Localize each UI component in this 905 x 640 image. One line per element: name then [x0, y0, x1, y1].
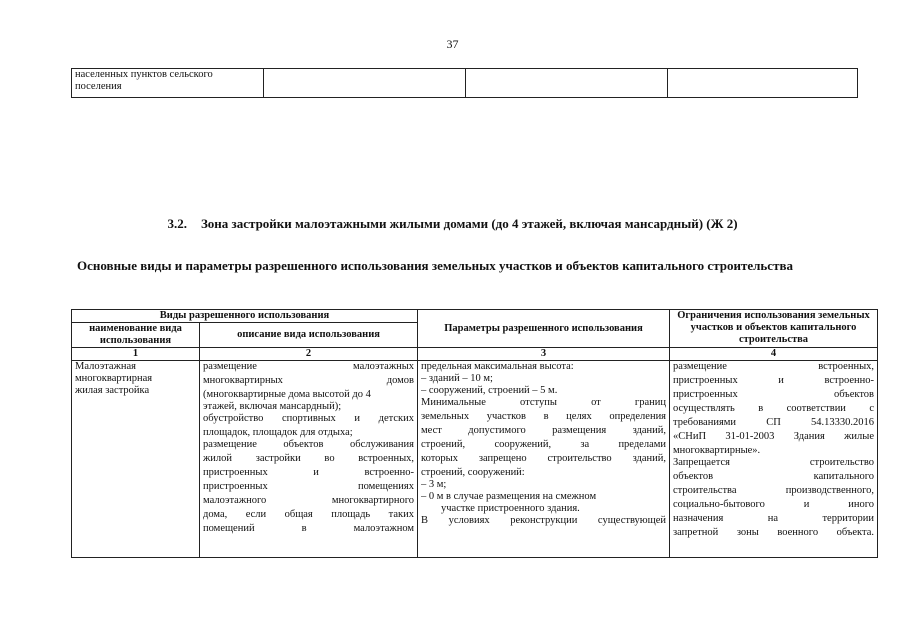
text-line: объектов капитального — [673, 471, 875, 482]
section-title — [0, 216, 905, 232]
column-number: 4 — [670, 348, 878, 361]
text-line: назначения на территории — [673, 513, 875, 524]
continuation-cell-empty — [668, 69, 858, 98]
section-title-text: Зона застройки малоэтажными жилыми домами (до 4 этажей, включая мансардный) (Ж 2) — [200, 216, 738, 231]
header-params: Параметры разрешенного использования — [418, 310, 670, 348]
text-line: (многоквартирные дома высотой до 4 — [203, 389, 371, 400]
text-line: участке пристроенного здания. — [441, 503, 580, 514]
continuation-cell-empty — [264, 69, 466, 98]
text-line: мест допустимого размещения зданий, — [421, 425, 667, 436]
text-line: «СНиП 31-01-2003 Здания жилые — [673, 431, 875, 442]
cell-use-description — [200, 361, 418, 558]
header-name: наименование вида использования — [72, 323, 200, 348]
text-line: многоквартирных домов — [203, 375, 415, 386]
text-line: пристроенных и встроенно- — [673, 375, 875, 386]
text-line: – 3 м; — [421, 479, 447, 490]
text-line: пристроенных помещениях — [203, 481, 415, 492]
text-line: строительства производственного, — [673, 485, 875, 496]
cell-params — [418, 361, 670, 558]
continuation-cell-name — [72, 69, 264, 98]
table-row — [72, 69, 858, 98]
column-number: 1 — [72, 348, 200, 361]
page-number: 37 — [446, 37, 459, 51]
text-line: жилой застройки во встроенных, — [203, 453, 415, 464]
text-line: дома, если общая площадь таких — [203, 509, 415, 520]
continuation-table — [71, 68, 858, 98]
text-line: В условиях реконструкции существующей — [421, 515, 667, 526]
text-line: площадок, площадок для отдыха; — [203, 427, 353, 438]
text-line: социально-бытового и иного — [673, 499, 875, 510]
header-restrictions: Ограничения использования земельных участков и объектов капитального строительства — [670, 310, 878, 348]
text-line: земельных участков в целях определения — [421, 411, 667, 422]
text-line: помещений в малоэтажном — [203, 523, 415, 534]
text-line: жилая застройка — [75, 385, 150, 396]
text-line: – зданий – 10 м; — [421, 373, 493, 384]
text-line: размещение объектов обслуживания — [203, 439, 415, 450]
text-line: предельная максимальная высота: — [421, 361, 574, 372]
text-line: населенных пунктов сельского — [75, 69, 213, 80]
cell-restrictions — [670, 361, 878, 558]
text-line: строений, сооружений: — [421, 467, 525, 478]
text-line: малоэтажного многоквартирного — [203, 495, 415, 506]
text-line: обустройство спортивных и детских — [203, 413, 415, 424]
text-line: запретной зоны военного объекта. — [673, 527, 875, 538]
text-line: требованиями СП 54.13330.2016 — [673, 417, 875, 428]
header-use-types: Виды разрешенного использования — [72, 310, 418, 323]
table-subtitle: Основные виды и параметры разрешенного использования земельных участков и объектов капитального строительства — [77, 258, 793, 273]
text-line: многоквартирные». — [673, 445, 761, 456]
cell-use-name — [72, 361, 200, 558]
column-number: 2 — [200, 348, 418, 361]
section-number: 3.2. — [167, 216, 187, 231]
text-line: Минимальные отступы от границ — [421, 397, 667, 408]
text-line: размещение встроенных, — [673, 361, 875, 372]
text-line: строений, сооружений, за пределами — [421, 439, 667, 450]
text-line: Малоэтажная — [75, 361, 136, 372]
text-line: размещение малоэтажных — [203, 361, 415, 372]
text-line: – 0 м в случае размещения на смежном — [421, 491, 597, 502]
zone-use-table — [71, 309, 878, 558]
text-line: поселения — [75, 81, 122, 92]
text-line: осуществлять в соответствии с — [673, 403, 875, 414]
text-line: Запрещается строительство — [673, 457, 875, 468]
text-line: пристроенных объектов — [673, 389, 875, 400]
column-number: 3 — [418, 348, 670, 361]
continuation-cell-empty — [466, 69, 668, 98]
table-row — [72, 361, 878, 558]
text-line: многоквартирная — [75, 373, 153, 384]
text-line: которых запрещено строительство зданий, — [421, 453, 667, 464]
text-line: – сооружений, строений – 5 м. — [421, 385, 558, 396]
text-line: пристроенных и встроенно- — [203, 467, 415, 478]
text-line: этажей, включая мансардный); — [203, 401, 342, 412]
header-description: описание вида использования — [200, 323, 418, 348]
